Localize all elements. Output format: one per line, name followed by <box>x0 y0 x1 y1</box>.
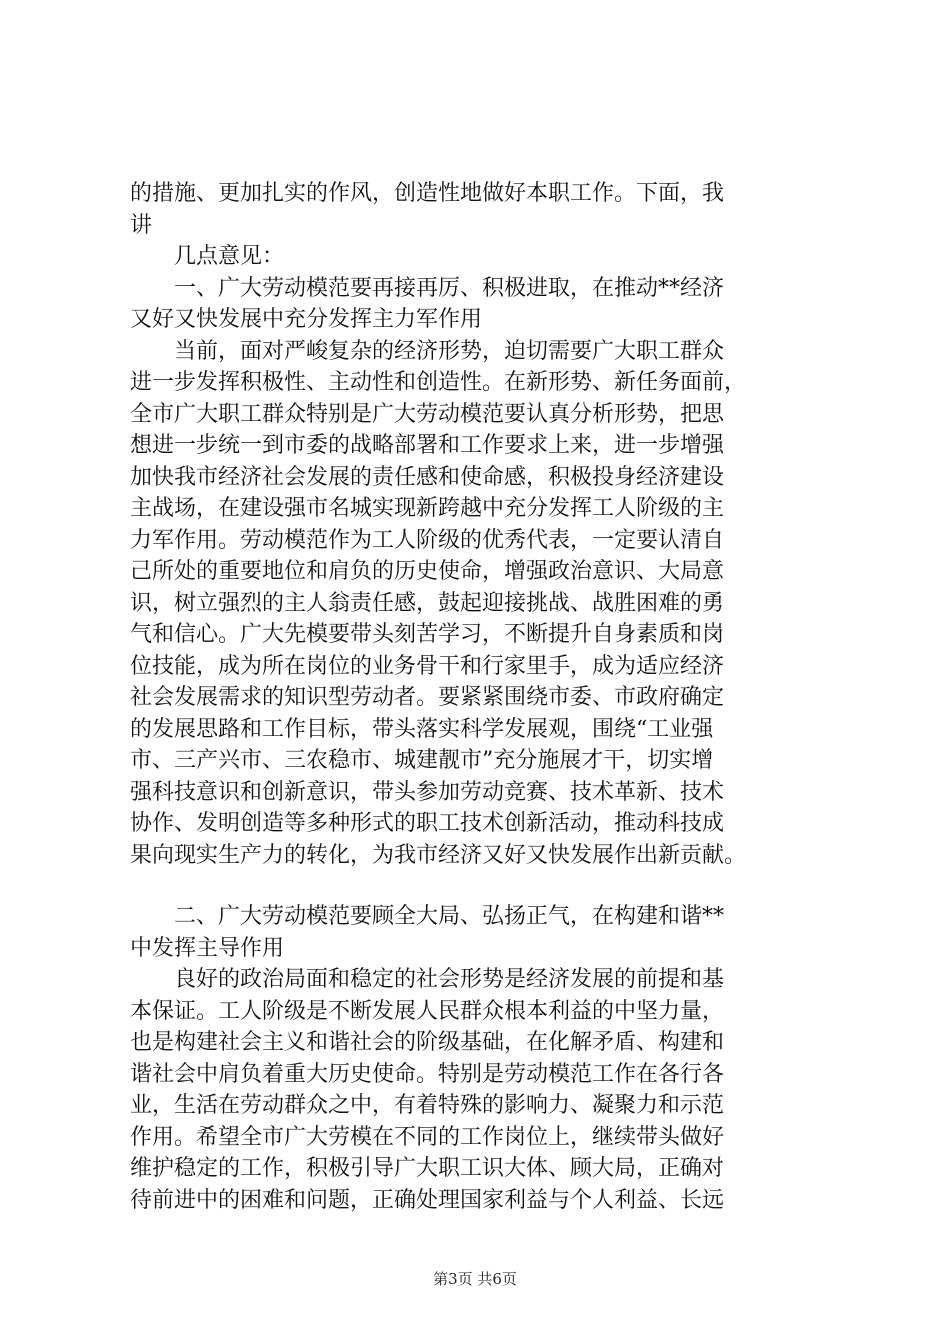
text-line: 良好的政治局面和稳定的社会形势是经济发展的前提和基 <box>130 967 725 992</box>
text-line: 讲 <box>130 212 153 238</box>
text-line: 想进一步统一到市委的战略部署和工作要求上来，进一步增强 <box>130 433 725 458</box>
text-line: 全市广大职工群众特别是广大劳动模范要认真分析形势，把思 <box>130 401 725 427</box>
text-line: 加快我市经济社会发展的责任感和使命感，积极投身经济建设 <box>130 464 725 490</box>
text-line: 力军作用。劳动模范作为工人阶级的优秀代表，一定要认清自 <box>130 527 725 553</box>
paragraph-1 <box>130 336 830 872</box>
text-line: 一、广大劳动模范要再接再厉、积极进取，在推动**经济 <box>130 275 725 301</box>
document-body <box>130 178 830 1216</box>
text-line: 作用。希望全市广大劳模在不同的工作岗位上，继续带头做好 <box>130 1124 725 1150</box>
intro-text <box>130 178 830 273</box>
text-line: 本保证。工人阶级是不断发展人民群众根本利益的中坚力量， <box>130 998 725 1024</box>
text-line: 强科技意识和创新意识，带头参加劳动竞赛、技术革新、技术 <box>130 779 725 805</box>
paragraph-2 <box>130 964 830 1216</box>
text-line: 进一步发挥积极性、主动性和创造性。在新形势、新任务面前， <box>130 370 747 395</box>
section-heading-1 <box>130 273 830 336</box>
text-line: 位技能，成为所在岗位的业务骨干和行家里手，成为适应经济 <box>130 653 725 679</box>
text-line: 协作、发明创造等多种形式的职工技术创新活动，推动科技成 <box>130 811 725 836</box>
text-line: 果向现实生产力的转化，为我市经济又好又快发展作出新贡献。 <box>130 842 747 868</box>
text-line: 中发挥主导作用 <box>130 935 285 961</box>
text-line: 维护稳定的工作，积极引导广大职工识大体、顾大局，正确对 <box>130 1156 725 1181</box>
text-line: 己所处的重要地位和肩负的历史使命，增强政治意识、大局意 <box>130 559 725 584</box>
text-line: 待前进中的困难和问题，正确处理国家利益与个人利益、长远 <box>130 1187 725 1213</box>
text-line: 气和信心。广大先模要带头刻苦学习，不断提升自身素质和岗 <box>130 622 725 647</box>
text-line: 的措施、更加扎实的作风，创造性地做好本职工作。下面，我 <box>130 181 725 206</box>
text-line: 也是构建社会主义和谐社会的阶级基础，在化解矛盾、构建和 <box>130 1030 725 1055</box>
text-line: 识，树立强烈的主人翁责任感，鼓起迎接挑战、战胜困难的勇 <box>130 590 725 616</box>
page-number-footer: 第3页 共6页 <box>433 1270 517 1288</box>
section-heading-2 <box>130 901 830 964</box>
text-line: 谐社会中肩负着重大历史使命。特别是劳动模范工作在各行各 <box>130 1061 725 1087</box>
text-line: 市、三产兴市、三农稳市、城建靓市”充分施展才干，切实增 <box>130 748 714 773</box>
text-line: 当前，面对严峻复杂的经济形势，迫切需要广大职工群众 <box>130 338 725 364</box>
text-line: 社会发展需求的知识型劳动者。要紧紧围绕市委、市政府确定 <box>130 685 725 710</box>
text-line: 业，生活在劳动群众之中，有着特殊的影响力、凝聚力和示范 <box>130 1093 725 1118</box>
text-line: 又好又快发展中充分发挥主力军作用 <box>130 307 483 332</box>
text-line: 主战场，在建设强市名城实现新跨越中充分发挥工人阶级的主 <box>130 496 725 521</box>
text-line: 几点意见： <box>130 244 285 269</box>
paragraph-spacer <box>130 871 830 901</box>
text-line: 的发展思路和工作目标，带头落实科学发展观，围绕“工业强 <box>130 716 714 742</box>
text-line: 二、广大劳动模范要顾全大局、弘扬正气，在构建和谐** <box>130 904 725 929</box>
